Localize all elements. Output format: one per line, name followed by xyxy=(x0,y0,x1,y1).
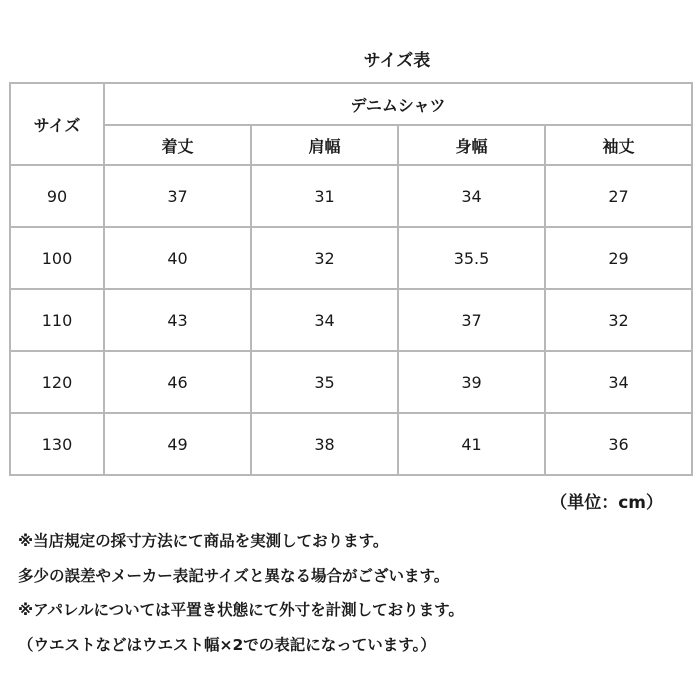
value-cell: 34 xyxy=(251,289,398,351)
value-cell: 37 xyxy=(104,165,251,227)
value-cell: 36 xyxy=(545,413,692,475)
value-cell: 35.5 xyxy=(398,227,545,289)
table-row xyxy=(10,289,692,351)
size-cell: 110 xyxy=(10,289,104,351)
product-name-header: デニムシャツ xyxy=(104,83,692,125)
table-row xyxy=(10,413,692,475)
size-cell: 120 xyxy=(10,351,104,413)
column-header: 着丈 xyxy=(104,125,251,165)
value-cell: 34 xyxy=(545,351,692,413)
unit-label: （単位：cm） xyxy=(550,493,663,513)
value-cell: 29 xyxy=(545,227,692,289)
size-cell: 130 xyxy=(10,413,104,475)
value-cell: 35 xyxy=(251,351,398,413)
value-cell: 32 xyxy=(251,227,398,289)
value-cell: 39 xyxy=(398,351,545,413)
size-cell: 100 xyxy=(10,227,104,289)
value-cell: 31 xyxy=(251,165,398,227)
notes-section xyxy=(18,524,688,662)
size-table xyxy=(9,82,693,476)
value-cell: 32 xyxy=(545,289,692,351)
note-line: （ウエストなどはウエスト幅×2での表記になっています。） xyxy=(18,635,436,654)
column-header: 身幅 xyxy=(398,125,545,165)
note-line: ※アパレルについては平置き状態にて外寸を計測しております。 xyxy=(18,601,464,619)
note-line: ※当店規定の採寸方法にて商品を実測しております。 xyxy=(18,532,389,550)
table-row xyxy=(10,227,692,289)
value-cell: 37 xyxy=(398,289,545,351)
column-header: 袖丈 xyxy=(545,125,692,165)
value-cell: 34 xyxy=(398,165,545,227)
table-row xyxy=(10,165,692,227)
value-cell: 49 xyxy=(104,413,251,475)
value-cell: 27 xyxy=(545,165,692,227)
value-cell: 41 xyxy=(398,413,545,475)
size-chart-title: サイズ表 xyxy=(363,51,431,71)
column-header: 肩幅 xyxy=(251,125,398,165)
note-line: 多少の誤差やメーカー表記サイズと異なる場合がございます。 xyxy=(18,566,450,585)
value-cell: 38 xyxy=(251,413,398,475)
table-row xyxy=(10,351,692,413)
size-cell: 90 xyxy=(10,165,104,227)
value-cell: 40 xyxy=(104,227,251,289)
value-cell: 43 xyxy=(104,289,251,351)
value-cell: 46 xyxy=(104,351,251,413)
size-column-header: サイズ xyxy=(10,83,104,165)
